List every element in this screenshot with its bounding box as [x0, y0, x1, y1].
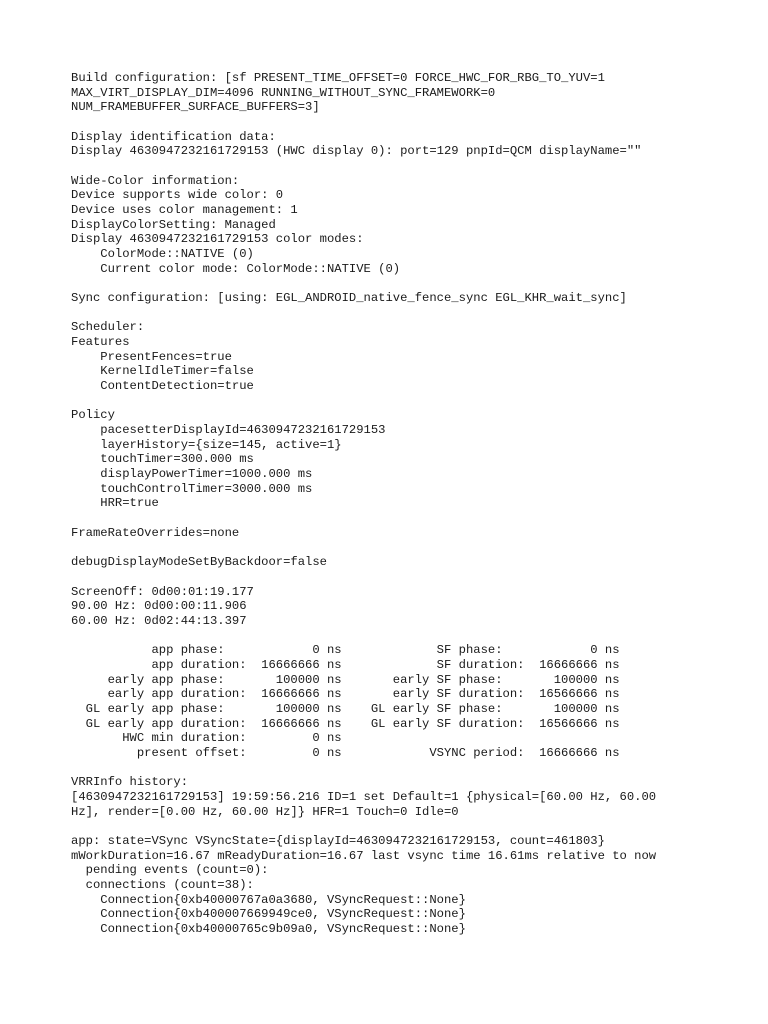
dump-line: early app duration: 16666666 ns early SF duration: 16566666 ns: [71, 687, 620, 702]
dump-line: Features: [71, 335, 130, 350]
dump-line: pending events (count=0):: [71, 863, 269, 878]
dump-line: pacesetterDisplayId=4630947232161729153: [71, 423, 386, 438]
dump-line: [71, 570, 761, 585]
dump-line: [71, 394, 761, 409]
dump-line: HRR=true: [71, 496, 159, 511]
dump-line: PresentFences=true: [71, 349, 232, 364]
dump-line: FrameRateOverrides=none: [71, 525, 240, 540]
dump-line: Connection{0xb40000765c9b09a0, VSyncRequest::None}: [71, 921, 466, 936]
dump-line: Wide-Color information:: [71, 173, 240, 188]
dump-line: [71, 511, 761, 526]
dump-line: DisplayColorSetting: Managed: [71, 217, 276, 232]
dump-line: touchTimer=300.000 ms: [71, 452, 254, 467]
dump-line: debugDisplayModeSetByBackdoor=false: [71, 555, 327, 570]
dump-line: ScreenOff: 0d00:01:19.177: [71, 584, 254, 599]
dump-line: [71, 306, 761, 321]
dump-line: [71, 629, 761, 644]
dump-line: 60.00 Hz: 0d02:44:13.397: [71, 613, 247, 628]
dump-line: MAX_VIRT_DISPLAY_DIM=4096 RUNNING_WITHOUT_SYNC_FRAMEWORK=0: [71, 85, 496, 100]
dump-line: Sync configuration: [using: EGL_ANDROID_native_fence_sync EGL_KHR_wait_sync]: [71, 291, 627, 306]
dump-line: Connection{0xb40000767a0a3680, VSyncRequest::None}: [71, 892, 466, 907]
dump-line: Display 4630947232161729153 color modes:: [71, 232, 364, 247]
dump-line: connections (count=38):: [71, 877, 254, 892]
dump-line: Connection{0xb400007669949ce0, VSyncRequest::None}: [71, 907, 466, 922]
dump-line: displayPowerTimer=1000.000 ms: [71, 467, 313, 482]
dump-line: [71, 819, 761, 834]
dump-line: NUM_FRAMEBUFFER_SURFACE_BUFFERS=3]: [71, 100, 320, 115]
dump-line: mWorkDuration=16.67 mReadyDuration=16.67 last vsync time 16.61ms relative to now: [71, 848, 657, 863]
dump-line: [71, 115, 761, 130]
dump-line: GL early app phase: 100000 ns GL early SF phase: 100000 ns: [71, 701, 620, 716]
dump-line: 90.00 Hz: 0d00:00:11.906: [71, 599, 247, 614]
dump-line: app: state=VSync VSyncState={displayId=4630947232161729153, count=461803}: [71, 833, 605, 848]
dump-line: Scheduler:: [71, 320, 145, 335]
surfaceflinger-dump-text: [71, 71, 761, 937]
dump-line: ColorMode::NATIVE (0): [71, 247, 254, 262]
dump-line: Device uses color management: 1: [71, 203, 298, 218]
dump-line: [4630947232161729153] 19:59:56.216 ID=1 set Default=1 {physical=[60.00 Hz, 60.00: [71, 789, 657, 804]
dump-line: app duration: 16666666 ns SF duration: 16666666 ns: [71, 657, 620, 672]
dump-line: present offset: 0 ns VSYNC period: 16666666 ns: [71, 745, 620, 760]
dump-line: HWC min duration: 0 ns: [71, 731, 342, 746]
dump-line: [71, 276, 761, 291]
dump-line: [71, 541, 761, 556]
dump-line: Policy: [71, 408, 115, 423]
dump-line: Display 4630947232161729153 (HWC display 0): port=129 pnpId=QCM displayName="": [71, 144, 642, 159]
dump-line: early app phase: 100000 ns early SF phase: 100000 ns: [71, 672, 620, 687]
dump-line: Hz], render=[0.00 Hz, 60.00 Hz]} HFR=1 Touch=0 Idle=0: [71, 804, 459, 819]
dump-line: Current color mode: ColorMode::NATIVE (0): [71, 261, 401, 276]
dump-line: [71, 159, 761, 174]
dump-line: KernelIdleTimer=false: [71, 364, 254, 379]
dump-line: [71, 761, 761, 776]
dump-line: Build configuration: [sf PRESENT_TIME_OFFSET=0 FORCE_HWC_FOR_RBG_TO_YUV=1: [71, 71, 605, 85]
dump-line: VRRInfo history:: [71, 775, 189, 790]
dump-line: ContentDetection=true: [71, 379, 254, 394]
dump-line: layerHistory={size=145, active=1}: [71, 437, 342, 452]
dump-line: Display identification data:: [71, 129, 276, 144]
dump-line: Device supports wide color: 0: [71, 188, 284, 203]
dump-line: GL early app duration: 16666666 ns GL early SF duration: 16566666 ns: [71, 716, 620, 731]
dump-line: touchControlTimer=3000.000 ms: [71, 481, 313, 496]
dump-line: app phase: 0 ns SF phase: 0 ns: [71, 643, 620, 658]
